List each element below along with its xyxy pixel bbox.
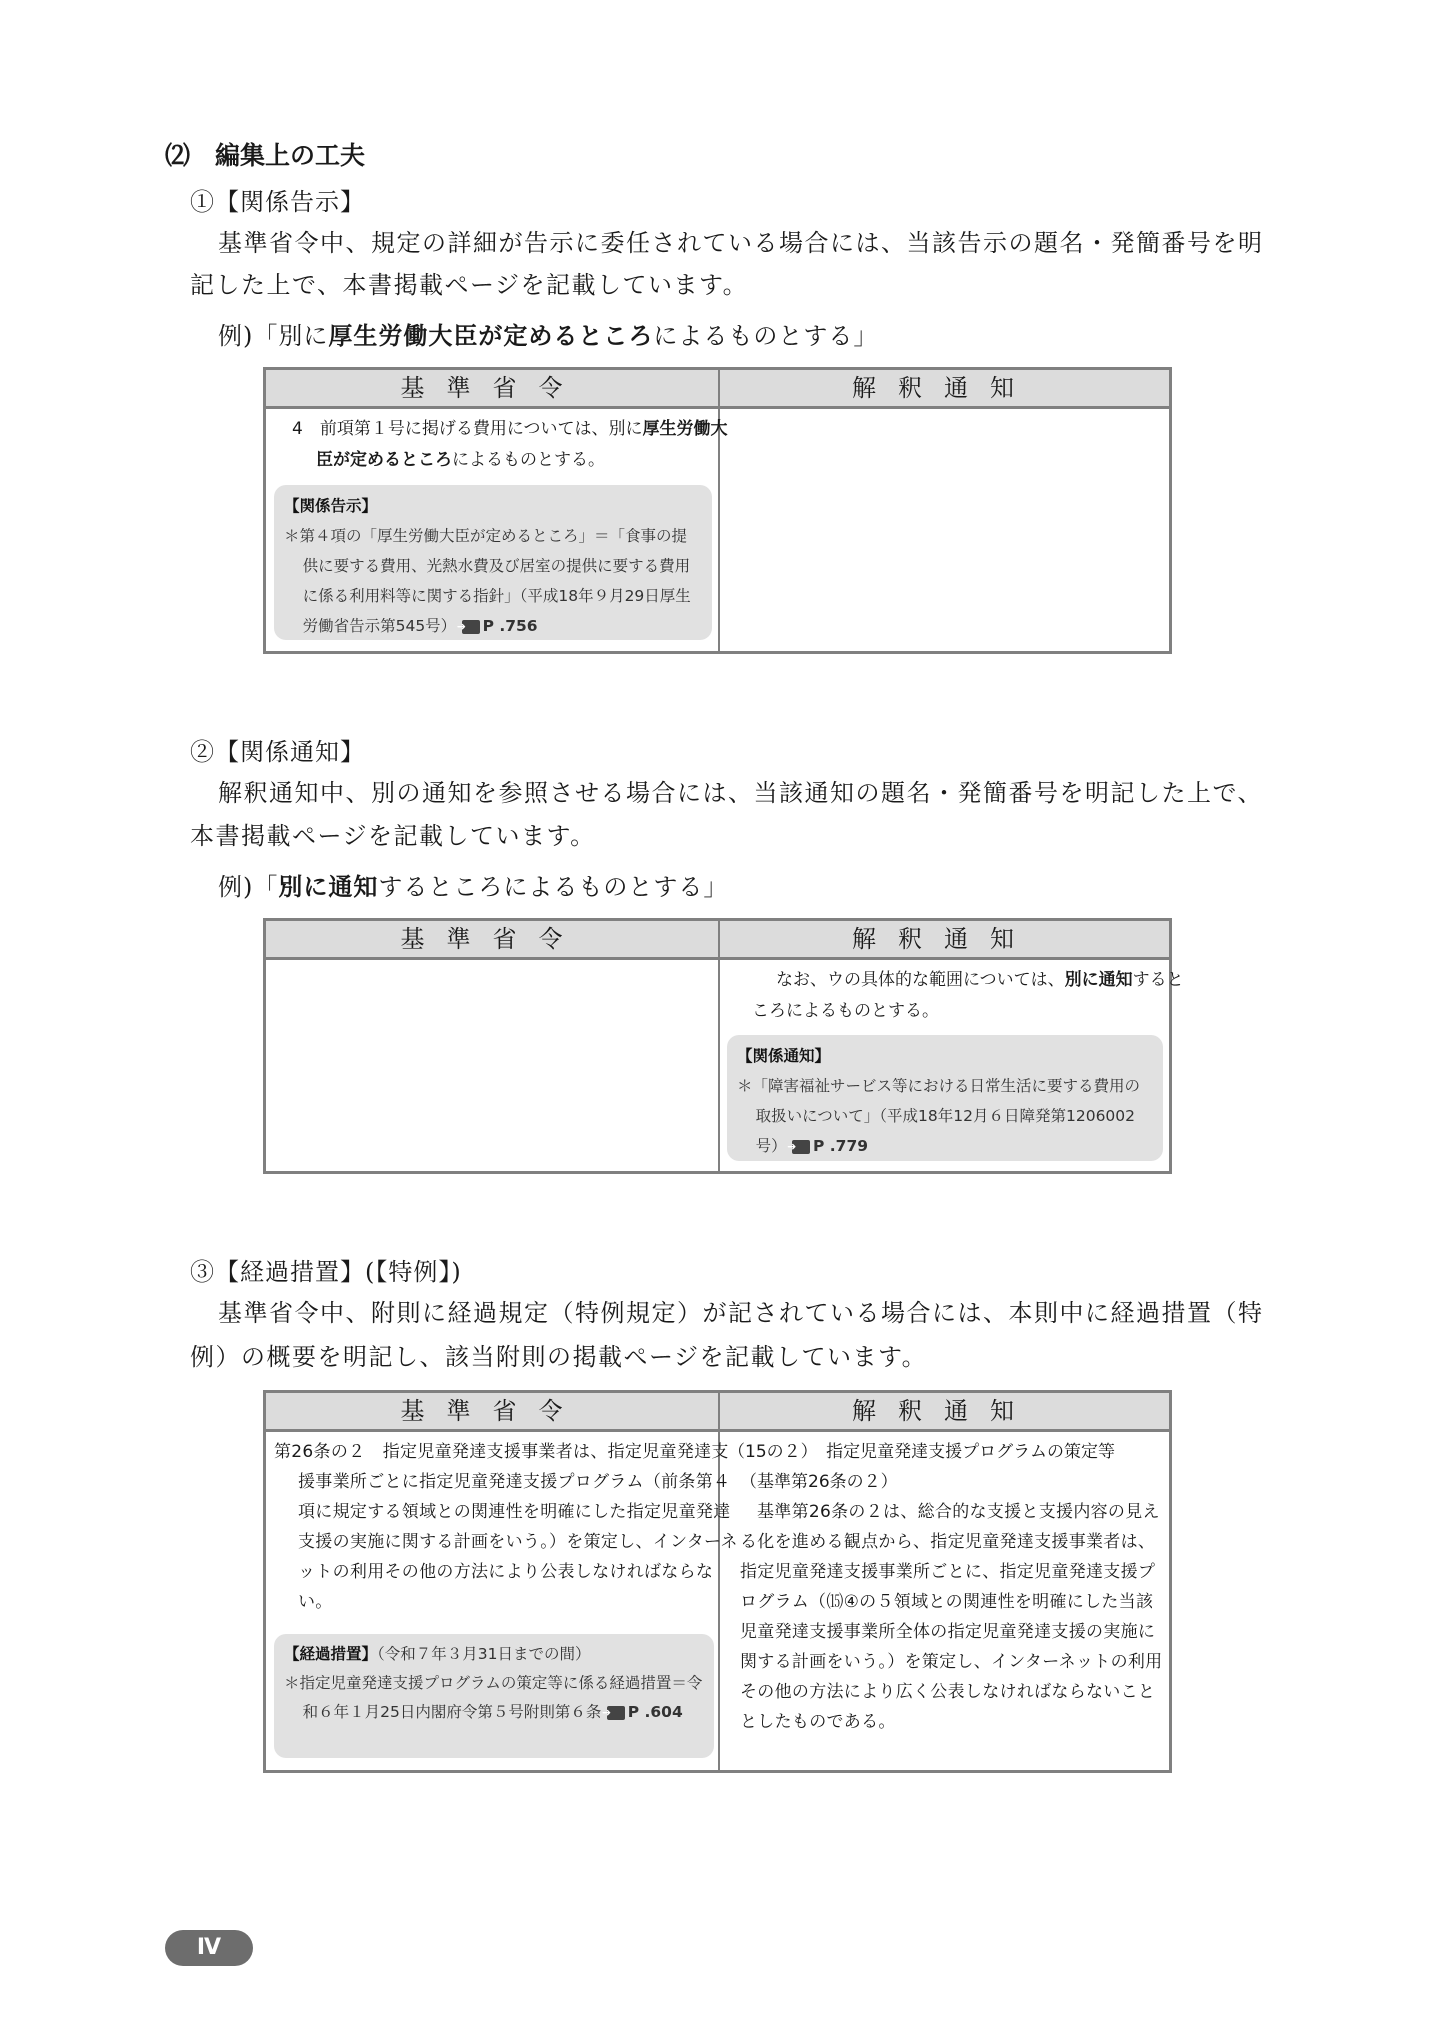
- s2-related-notice-box: [727, 1035, 1163, 1161]
- page-ref-arrow-icon: ➜: [607, 1706, 625, 1720]
- s3-th-right: 解釈通知: [852, 1397, 1036, 1425]
- s3-box-label-note: （令和７年３月31日までの間）: [377, 1645, 591, 1663]
- s3-box-text: ＊指定児童発達支援プログラムの策定等に係る経過措置＝令和６年１月25日内閣府令第５号附則第６条: [284, 1674, 703, 1721]
- page-ref-arrow-icon: ➜: [462, 620, 480, 634]
- s1-body-line1: 基準省令中、規定の詳細が告示に委任されている場合には、当該告示の題名・発簡番号を明: [218, 229, 1264, 257]
- s1-example: [218, 316, 878, 351]
- s3-box-label: 【経過措置】: [284, 1645, 378, 1663]
- s2-heading: ②【関係通知】: [190, 738, 365, 766]
- s2-body-line2: 本書掲載ページを記載しています。: [190, 822, 596, 850]
- s1-divider: [718, 370, 720, 651]
- s2-example-prefix: 例)「: [218, 873, 279, 901]
- s3-heading: ③【経過措置】(【特例】): [190, 1258, 462, 1286]
- s3-table: [263, 1390, 1172, 1773]
- s1-box-content: [284, 521, 702, 641]
- s1-box-text: ＊第４項の「厚生労働大臣が定めるところ」＝「食事の提供に要する費用、光熱水費及び居室の提供に要する費用に係る利用料等に関する指針」（平成18年９月29日厚生労働省告示第545号）: [284, 527, 691, 635]
- s2-box-text: ＊「障害福祉サービス等における日常生活に要する費用の取扱いについて」（平成18年12月６日障発第1206002号）: [737, 1077, 1141, 1155]
- s3-right-title: （15の２） 指定児童発達支援プログラムの策定等: [728, 1442, 1115, 1462]
- s2-body-line1: 解釈通知中、別の通知を参照させる場合には、当該通知の題名・発簡番号を明記した上で、: [218, 779, 1264, 807]
- s3-box-content: [284, 1669, 704, 1727]
- s3-th-left: 基準省令: [400, 1397, 585, 1425]
- s2-right-pre: なお、ウの具体的な範囲については、: [776, 970, 1065, 990]
- section-heading: ⑵ 編集上の工夫: [165, 141, 366, 170]
- s1-th-left: 基準省令: [400, 374, 585, 402]
- s1-related-notice-box: [274, 485, 712, 640]
- s2-example-suffix: するところによるものとする」: [378, 873, 729, 901]
- s1-left-pre: 4 前項第１号に掲げる費用については、別に: [292, 419, 643, 439]
- s2-right-bold: 別に通知: [1064, 970, 1133, 990]
- page-ref-arrow-icon: ➜: [792, 1140, 810, 1154]
- s2-divider: [718, 921, 720, 1171]
- s3-transitional-box: [274, 1634, 714, 1758]
- s1-table: [263, 367, 1172, 654]
- s1-th-right: 解釈通知: [852, 374, 1036, 402]
- s3-body-line2: 例）の概要を明記し、該当附則の掲載ページを記載しています。: [190, 1343, 928, 1371]
- s3-left-text: 第26条の２ 指定児童発達支援事業者は、指定児童発達支援事業所ごとに指定児童発達支援プログラム（前条第４項に規定する領域との関連性を明確にした指定児童発達支援の実施に関する計画をいう。）を策定し、インターネットの利用その他の方法により公表しなければならない。: [274, 1442, 738, 1612]
- s1-left-bold: 厚生労働大臣が定めるところ: [316, 419, 728, 470]
- s3-box-ref: P .604: [627, 1703, 683, 1721]
- s2-right-text: [728, 965, 1186, 1027]
- s1-left-post: によるものとする。: [452, 450, 605, 470]
- s1-body-line2: 記した上で、本書掲載ページを記載しています。: [190, 271, 749, 299]
- s1-left-text: [280, 414, 738, 476]
- s2-box-ref: P .779: [813, 1137, 869, 1155]
- s2-right-post: するところによるものとする。: [752, 970, 1184, 1021]
- s1-box-label: 【関係告示】: [284, 497, 378, 515]
- s3-body-line1: 基準省令中、附則に経過規定（特例規定）が記されている場合には、本則中に経過措置（特: [218, 1299, 1264, 1327]
- s1-heading: ①【関係告示】: [190, 188, 365, 216]
- s2-box-content: [737, 1071, 1153, 1161]
- s1-box-ref: P .756: [482, 617, 538, 635]
- s3-right-column: [728, 1437, 1164, 1737]
- s2-table: [263, 918, 1184, 1174]
- page-number-badge: Ⅳ: [165, 1930, 253, 1966]
- s1-example-suffix: によるものとする」: [653, 322, 879, 350]
- s2-box-label: 【関係通知】: [737, 1047, 831, 1065]
- s2-th-left: 基準省令: [400, 925, 585, 953]
- s2-example: [218, 867, 728, 902]
- s1-example-prefix: 例)「別に: [218, 322, 329, 350]
- s2-example-bold: 別に通知: [278, 873, 379, 901]
- s3-box-header: [284, 1640, 704, 1669]
- s1-example-bold: 厚生労働大臣が定めるところ: [328, 322, 654, 350]
- s3-right-text: 基準第26条の２は、総合的な支援と支援内容の見える化を進める観点から、指定児童発達支援事業者は、指定児童発達支援事業所ごとに、指定児童発達支援プログラム（⒂④の５領域との関連性を明確にした当該児童発達支援事業所全体の指定児童発達支援の実施に関する計画をいう。）を策定し、インターネットの利用その他の方法により広く公表しなければならないこととしたものである。: [740, 1502, 1163, 1732]
- s3-right-sub: （基準第26条の２）: [740, 1472, 898, 1492]
- s2-th-right: 解釈通知: [852, 925, 1036, 953]
